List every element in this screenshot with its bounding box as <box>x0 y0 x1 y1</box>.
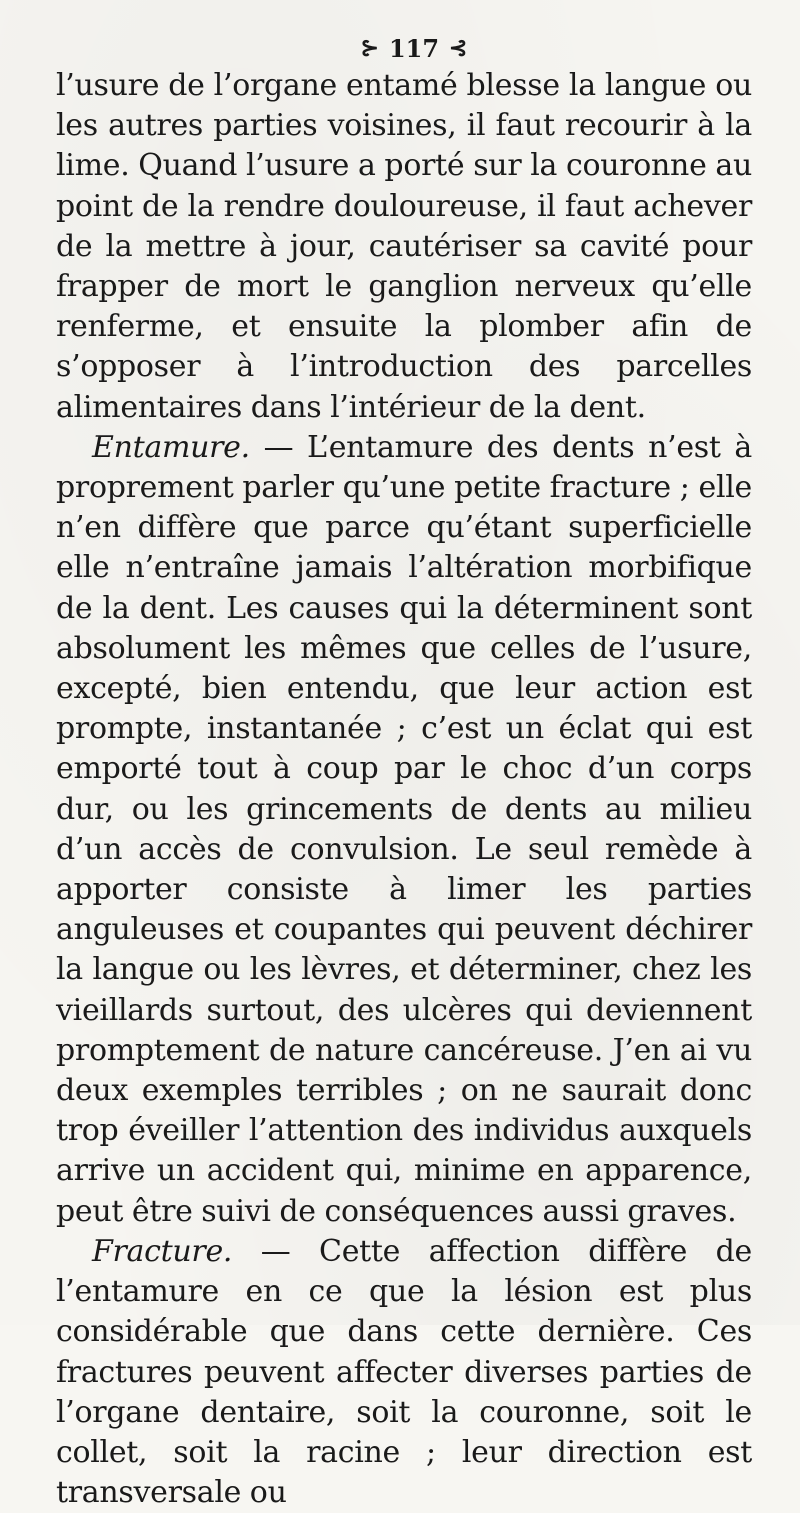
paragraph-text: — L’entamure des dents n’est à proprement parler qu’une petite fracture ; elle n’en diffère que parce qu’étant superficielle elle n’entraîne jamais l’altération morbifique de la dent. Les causes qui la déterminent sont absolument les mêmes que celles de l’usure, excepté, bien entendu, que leur action est prompte, instantanée ; c’est un éclat qui est emporté tout à coup par le choc d’un corps dur, ou les grincements de dents au milieu d’un accès de convulsion. Le seul remède à apporter consiste à limer les parties anguleuses et coupantes qui peuvent déchirer la langue ou les lèvres, et déterminer, chez les vieillards surtout, des ulcères qui deviennent promptement de nature cancéreuse. J’en ai vu deux exemples terribles ; on ne saurait donc trop éveiller l’attention des individus auxquels arrive un accident qui, minime en apparence, peut être suivi de conséquences aussi graves. <box>56 429 752 1229</box>
paragraph-usure-continued <box>56 66 752 428</box>
left-ornament-icon: ⊱ <box>360 35 379 61</box>
paragraph-text: — Cette affection diffère de l’entamure en ce que la lésion est plus considérable que dans cette dernière. Ces fractures peuvent affecter diverses parties de l’organe dentaire, soit la couronne, soit le collet, soit la racine ; leur direction est transversale ou <box>56 1233 752 1511</box>
right-ornament-icon: ⊰ <box>449 35 468 61</box>
paragraph-text: l’usure de l’organe entamé blesse la langue ou les autres parties voisines, il faut recourir à la lime. Quand l’usure a porté sur la couronne au point de la rendre douloureuse, il faut achever de la mettre à jour, cautériser sa cavité pour frapper de mort le ganglion nerveux qu’elle renferme, et ensuite la plomber afin de s’opposer à l’introduction des parcelles alimentaires dans l’intérieur de la dent. <box>56 68 752 425</box>
section-term-entamure: Entamure. <box>92 429 250 465</box>
paragraph-entamure <box>56 428 752 1232</box>
body-text <box>56 66 752 1513</box>
page-number: 117 <box>388 33 440 63</box>
paragraph-fracture <box>56 1232 752 1513</box>
page-header <box>76 30 752 66</box>
section-term-fracture: Fracture. <box>92 1233 233 1269</box>
